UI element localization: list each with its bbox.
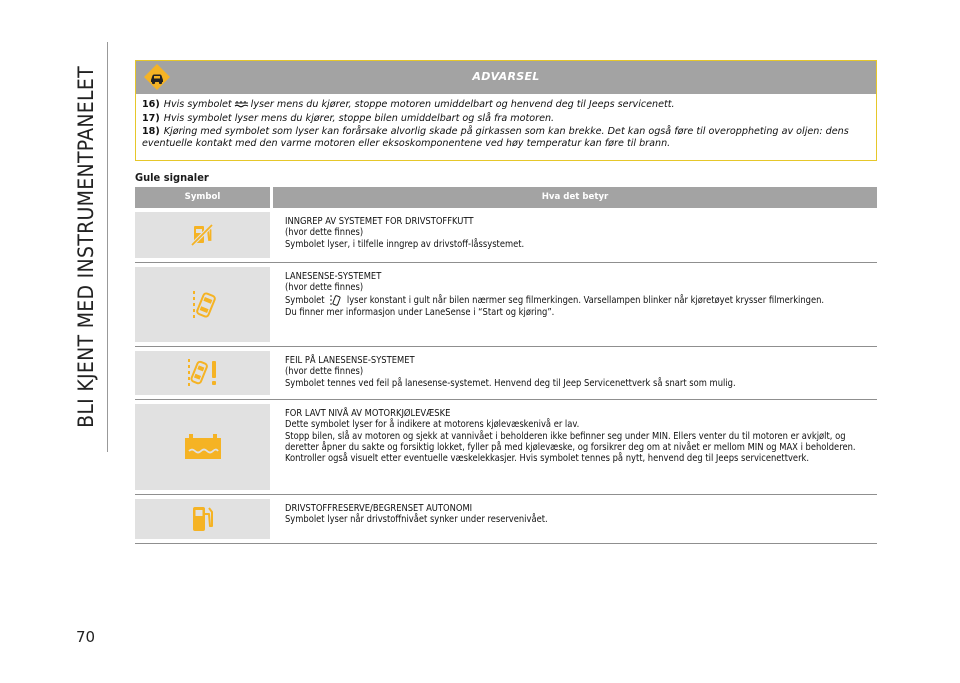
row-subtitle: (hvor dette finnes)	[285, 366, 364, 378]
symbol-cell	[135, 404, 270, 490]
signals-table	[135, 187, 877, 544]
section-heading: Gule signaler	[135, 171, 209, 184]
meaning-cell	[270, 347, 877, 399]
symbol-cell	[135, 351, 270, 395]
fuel-cutoff-icon	[190, 223, 216, 247]
warning-item-text: Kjøring med symbolet som lyser kan forårsake alvorlig skade på girkassen som kan brekke. Det kan også føre til overoppheting av oljen: dens eventuelle kontakt med den varme motoren eller eksoskomponentene ved høy temperatur kan føre til brann.	[142, 126, 849, 149]
row-body: Dette symbolet lyser for å indikere at motorens kjølevæskenivå er lav.	[285, 419, 580, 431]
warning-box	[135, 60, 877, 161]
row-body	[285, 294, 877, 307]
symbol-cell	[135, 212, 270, 258]
side-rule	[107, 42, 108, 452]
row-body-text: lyser konstant i gult når bilen nærmer seg filmerkingen. Varsellampen blinker når kjøretøyet krysser filmerkingen.	[346, 294, 825, 306]
row-body-pre: Symbolet	[285, 294, 325, 306]
meaning-cell	[270, 495, 877, 543]
symbol-cell	[135, 499, 270, 539]
meaning-cell	[270, 400, 877, 494]
row-body2: Du finner mer informasjon under LaneSense i “Start og kjøring”.	[285, 306, 555, 318]
row-title: DRIVSTOFFRESERVE/BEGRENSET AUTONOMI	[285, 503, 473, 514]
row-title: INNGREP AV SYSTEMET FOR DRIVSTOFFKUTT	[285, 216, 474, 227]
fuel-reserve-icon	[190, 504, 216, 534]
table-row	[135, 400, 877, 495]
warning-header	[136, 61, 876, 94]
warning-item-text: Hvis symbolet lyser mens du kjører, stoppe bilen umiddelbart og slå fra motoren.	[163, 112, 555, 124]
warning-item-pre: Hvis symbolet	[163, 99, 232, 110]
warning-item-num: 16)	[142, 99, 160, 110]
row-title: FOR LAVT NIVÅ AV MOTORKJØLEVÆSKE	[285, 408, 451, 419]
page-number: 70	[76, 628, 96, 646]
warning-body	[136, 94, 876, 149]
lanesense-icon	[190, 288, 216, 322]
meaning-cell	[270, 263, 877, 346]
table-row	[135, 347, 877, 400]
table-header	[135, 187, 877, 208]
symbol-cell	[135, 267, 270, 342]
row-title: LANESENSE-SYSTEMET	[285, 271, 382, 282]
coolant-level-icon	[183, 433, 223, 461]
table-row	[135, 495, 877, 544]
warning-item	[142, 126, 870, 149]
row-subtitle: (hvor dette finnes)	[285, 227, 364, 239]
warning-title: ADVARSEL	[472, 70, 540, 83]
table-row	[135, 263, 877, 347]
header-symbol: Symbol	[135, 187, 270, 208]
meaning-cell	[270, 208, 877, 262]
warning-item	[142, 99, 870, 111]
side-title-text: BLI KJENT MED INSTRUMENTPANELET	[74, 66, 98, 428]
warning-item-post: lyser mens du kjører, stoppe motoren umiddelbart og henvend deg til Jeeps servicenett.	[250, 99, 675, 110]
row-subtitle: (hvor dette finnes)	[285, 282, 364, 294]
row-title: FEIL PÅ LANESENSE-SYSTEMET	[285, 355, 415, 366]
warning-item-num: 18)	[142, 126, 160, 137]
lanesense-fault-icon	[186, 357, 220, 389]
row-body: Symbolet lyser når drivstoffnivået synker under reservenivået.	[285, 514, 548, 526]
row-body2: Stopp bilen, slå av motoren og sjekk at vannivået i beholderen ikke befinner seg under MIN. Ellers venter du til motoren er avkjølt, og deretter åpner du sakte og forsiktig lokket, fyller på med kjølevæske, og forsikrer deg om at nivået er mellom MIN og MAX i beholderen. Kontroller også visuelt etter eventuelle væskelekkasjer. Hvis symbolet tennes på nytt, henvend deg til Jeeps servicenettverk.	[285, 430, 856, 465]
lanesense-inline-icon	[330, 294, 341, 307]
table-row	[135, 208, 877, 263]
header-meaning: Hva det betyr	[273, 187, 877, 208]
warning-item	[142, 113, 870, 125]
warning-item-num: 17)	[142, 112, 160, 124]
row-body: Symbolet tennes ved feil på lanesense-systemet. Henvend deg til Jeep Servicenettverk så snart som mulig.	[285, 377, 736, 389]
side-title	[60, 42, 112, 452]
coolant-level-icon	[234, 100, 249, 108]
row-body: Symbolet lyser, i tilfelle inngrep av drivstoff-låssystemet.	[285, 238, 525, 250]
